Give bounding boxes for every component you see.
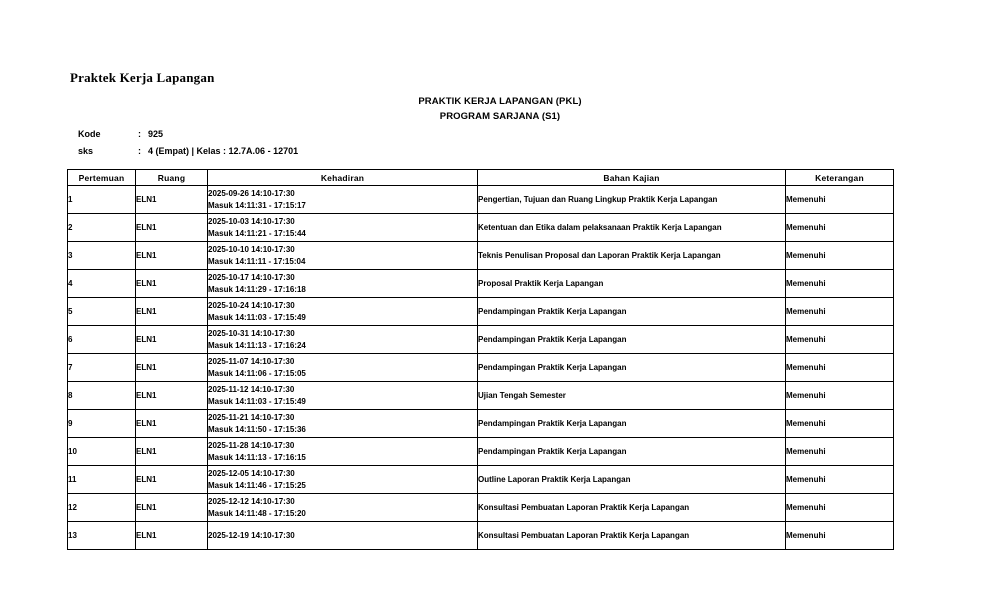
table-row [68, 326, 894, 354]
cell-kehadiran [208, 298, 478, 326]
meta-value-sks: 4 (Empat) | Kelas : 12.7A.06 - 12701 [148, 146, 299, 156]
meta-label-kode: Kode [78, 129, 101, 139]
cell-bahan-kajian: Pendampingan Praktik Kerja Lapangan [478, 438, 786, 466]
kehadiran-scheduled-time: 2025-10-31 14:10-17:30 [208, 328, 295, 338]
cell-keterangan: Memenuhi [786, 522, 894, 550]
cell-keterangan: Memenuhi [786, 410, 894, 438]
cell-kehadiran [208, 214, 478, 242]
kehadiran-checkin-time: Masuk 14:11:48 - 17:15:20 [208, 508, 306, 518]
cell-ruang: ELN1 [136, 410, 208, 438]
cell-bahan-kajian: Pendampingan Praktik Kerja Lapangan [478, 326, 786, 354]
kehadiran-checkin-time: Masuk 14:11:11 - 17:15:04 [208, 256, 306, 266]
meta-label-sks: sks [78, 146, 94, 156]
cell-bahan-kajian: Pendampingan Praktik Kerja Lapangan [478, 354, 786, 382]
cell-kehadiran [208, 270, 478, 298]
kehadiran-scheduled-time: 2025-10-17 14:10-17:30 [208, 272, 295, 282]
cell-kehadiran [208, 354, 478, 382]
meta-value-kode: 925 [148, 129, 164, 139]
kehadiran-scheduled-time: 2025-10-03 14:10-17:30 [208, 216, 295, 226]
cell-kehadiran [208, 522, 478, 550]
cell-pertemuan: 13 [68, 522, 136, 550]
cell-kehadiran [208, 438, 478, 466]
cell-ruang: ELN1 [136, 466, 208, 494]
cell-ruang: ELN1 [136, 438, 208, 466]
table-row [68, 298, 894, 326]
cell-pertemuan: 9 [68, 410, 136, 438]
cell-ruang: ELN1 [136, 326, 208, 354]
cell-keterangan: Memenuhi [786, 326, 894, 354]
cell-bahan-kajian: Proposal Praktik Kerja Lapangan [478, 270, 786, 298]
cell-kehadiran [208, 410, 478, 438]
kehadiran-scheduled-time: 2025-11-21 14:10-17:30 [208, 412, 295, 422]
cell-kehadiran [208, 186, 478, 214]
kehadiran-checkin-time: Masuk 14:11:13 - 17:16:24 [208, 340, 306, 350]
cell-bahan-kajian: Ketentuan dan Etika dalam pelaksanaan Praktik Kerja Lapangan [478, 214, 786, 242]
table-row [68, 494, 894, 522]
table-header [68, 170, 894, 186]
page-title: Praktek Kerja Lapangan [70, 70, 215, 85]
cell-pertemuan: 7 [68, 354, 136, 382]
cell-bahan-kajian: Konsultasi Pembuatan Laporan Praktik Kerja Lapangan [478, 494, 786, 522]
table-row [68, 410, 894, 438]
kehadiran-checkin-time: Masuk 14:11:31 - 17:15:17 [208, 200, 306, 210]
table-row [68, 438, 894, 466]
cell-pertemuan: 4 [68, 270, 136, 298]
cell-kehadiran [208, 494, 478, 522]
cell-pertemuan: 10 [68, 438, 136, 466]
cell-keterangan: Memenuhi [786, 438, 894, 466]
cell-pertemuan: 8 [68, 382, 136, 410]
course-meta [78, 126, 298, 160]
heading-line-program-name: PRAKTIK KERJA LAPANGAN (PKL) [418, 96, 582, 107]
table-body [68, 186, 894, 550]
kehadiran-scheduled-time: 2025-10-10 14:10-17:30 [208, 244, 295, 254]
cell-ruang: ELN1 [136, 242, 208, 270]
kehadiran-scheduled-time: 2025-09-26 14:10-17:30 [208, 188, 295, 198]
cell-kehadiran [208, 382, 478, 410]
cell-ruang: ELN1 [136, 270, 208, 298]
meta-separator-sks: : [138, 146, 141, 156]
table-row [68, 214, 894, 242]
cell-ruang: ELN1 [136, 298, 208, 326]
table-row [68, 522, 894, 550]
kehadiran-scheduled-time: 2025-12-19 14:10-17:30 [208, 530, 295, 540]
cell-keterangan: Memenuhi [786, 354, 894, 382]
kehadiran-checkin-time: Masuk 14:11:06 - 17:15:05 [208, 368, 306, 378]
kehadiran-checkin-time: Masuk 14:11:21 - 17:15:44 [208, 228, 306, 238]
attendance-table [67, 169, 894, 550]
cell-bahan-kajian: Pendampingan Praktik Kerja Lapangan [478, 298, 786, 326]
cell-keterangan: Memenuhi [786, 186, 894, 214]
cell-pertemuan: 3 [68, 242, 136, 270]
cell-bahan-kajian: Ujian Tengah Semester [478, 382, 786, 410]
cell-keterangan: Memenuhi [786, 494, 894, 522]
kehadiran-scheduled-time: 2025-11-12 14:10-17:30 [208, 384, 295, 394]
cell-pertemuan: 5 [68, 298, 136, 326]
table-row [68, 354, 894, 382]
column-header-bahan-kajian: Bahan Kajian [478, 170, 786, 186]
kehadiran-checkin-time: Masuk 14:11:29 - 17:16:18 [208, 284, 306, 294]
kehadiran-scheduled-time: 2025-12-12 14:10-17:30 [208, 496, 295, 506]
kehadiran-checkin-time: Masuk 14:11:03 - 17:15:49 [208, 312, 306, 322]
kehadiran-scheduled-time: 2025-11-28 14:10-17:30 [208, 440, 295, 450]
column-header-ruang: Ruang [136, 170, 208, 186]
column-header-pertemuan: Pertemuan [68, 170, 136, 186]
cell-bahan-kajian: Pendampingan Praktik Kerja Lapangan [478, 410, 786, 438]
cell-ruang: ELN1 [136, 522, 208, 550]
column-header-kehadiran: Kehadiran [208, 170, 478, 186]
cell-keterangan: Memenuhi [786, 298, 894, 326]
cell-keterangan: Memenuhi [786, 242, 894, 270]
cell-keterangan: Memenuhi [786, 270, 894, 298]
kehadiran-checkin-time: Masuk 14:11:46 - 17:15:25 [208, 480, 306, 490]
cell-pertemuan: 12 [68, 494, 136, 522]
cell-ruang: ELN1 [136, 382, 208, 410]
kehadiran-scheduled-time: 2025-10-24 14:10-17:30 [208, 300, 295, 310]
cell-ruang: ELN1 [136, 494, 208, 522]
meta-separator-kode: : [138, 129, 141, 139]
cell-pertemuan: 1 [68, 186, 136, 214]
cell-bahan-kajian: Pengertian, Tujuan dan Ruang Lingkup Praktik Kerja Lapangan [478, 186, 786, 214]
cell-ruang: ELN1 [136, 354, 208, 382]
kehadiran-checkin-time: Masuk 14:11:50 - 17:15:36 [208, 424, 306, 434]
cell-kehadiran [208, 242, 478, 270]
cell-kehadiran [208, 466, 478, 494]
cell-bahan-kajian: Konsultasi Pembuatan Laporan Praktik Kerja Lapangan [478, 522, 786, 550]
cell-bahan-kajian: Outline Laporan Praktik Kerja Lapangan [478, 466, 786, 494]
cell-pertemuan: 6 [68, 326, 136, 354]
table-row [68, 382, 894, 410]
table-row [68, 270, 894, 298]
cell-keterangan: Memenuhi [786, 214, 894, 242]
kehadiran-checkin-time: Masuk 14:11:03 - 17:15:49 [208, 396, 306, 406]
column-header-keterangan: Keterangan [786, 170, 894, 186]
cell-keterangan: Memenuhi [786, 466, 894, 494]
cell-bahan-kajian: Teknis Penulisan Proposal dan Laporan Praktik Kerja Lapangan [478, 242, 786, 270]
cell-keterangan: Memenuhi [786, 382, 894, 410]
cell-ruang: ELN1 [136, 214, 208, 242]
cell-kehadiran [208, 326, 478, 354]
table-row [68, 242, 894, 270]
cell-ruang: ELN1 [136, 186, 208, 214]
meta-row-sks [78, 143, 298, 160]
kehadiran-scheduled-time: 2025-12-05 14:10-17:30 [208, 468, 295, 478]
kehadiran-checkin-time: Masuk 14:11:13 - 17:16:15 [208, 452, 306, 462]
cell-pertemuan: 2 [68, 214, 136, 242]
cell-pertemuan: 11 [68, 466, 136, 494]
table-row [68, 466, 894, 494]
meta-row-kode [78, 126, 298, 143]
kehadiran-scheduled-time: 2025-11-07 14:10-17:30 [208, 356, 295, 366]
heading-line-program-level: PROGRAM SARJANA (S1) [439, 111, 561, 122]
table-header-row [68, 170, 894, 186]
table-row [68, 186, 894, 214]
report-heading [290, 94, 710, 124]
